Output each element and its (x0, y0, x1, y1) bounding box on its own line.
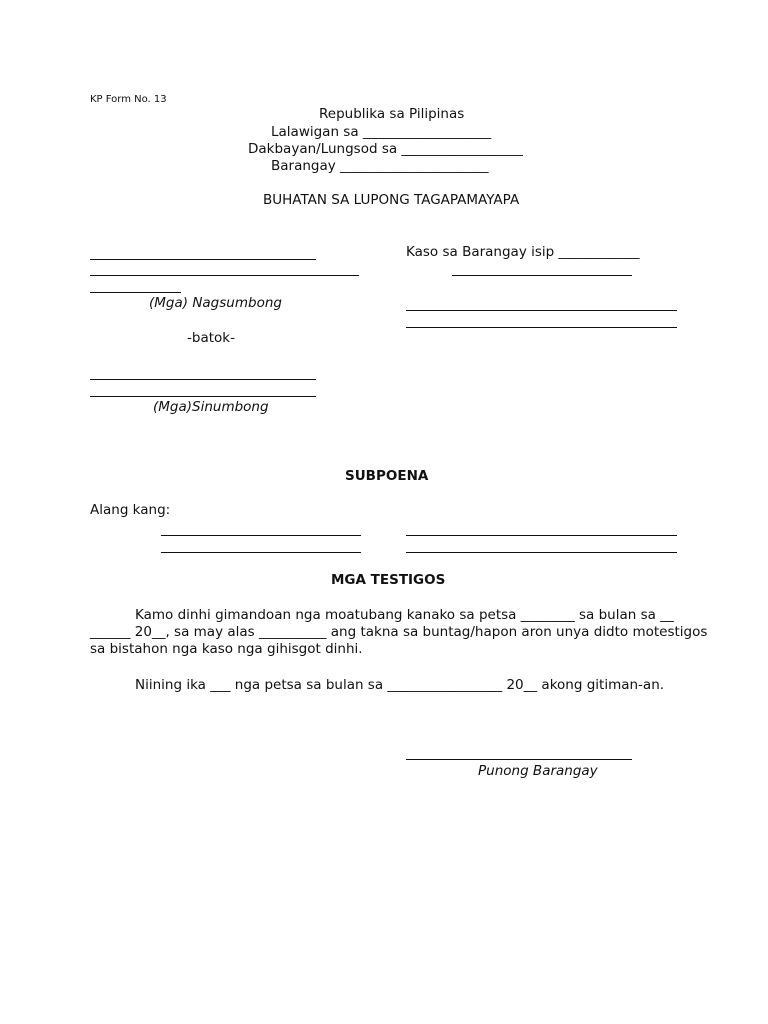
complainants-label: (Mga) Nagsumbong (149, 295, 282, 311)
city-line: Dakbayan/Lungsod sa __________________ (248, 141, 523, 157)
body-paragraph-2: Niining ika ___ nga petsa sa bulan sa _________________ 20__ akong gitiman-an. (135, 677, 665, 693)
witness-line-3 (161, 552, 361, 553)
witnesses-heading: MGA TESTIGOS (331, 572, 446, 588)
complainant-line-3 (90, 292, 181, 293)
complainant-line-2 (90, 275, 359, 276)
republic-heading: Republika sa Pilipinas (319, 106, 465, 122)
respondent-line-2 (90, 396, 316, 397)
case-line-3 (406, 327, 677, 328)
respondent-line-1 (90, 379, 316, 380)
body-paragraph-1-line-3: sa bistahon nga kaso nga gihisgot dinhi. (90, 641, 363, 657)
addressee-label: Alang kang: (90, 502, 171, 518)
barangay-line: Barangay ______________________ (271, 158, 489, 174)
signature-line (406, 759, 632, 760)
case-line-1 (452, 275, 632, 276)
signatory-title: Punong Barangay (478, 763, 598, 779)
complainant-line-1 (90, 259, 316, 260)
witness-line-2 (406, 535, 677, 536)
versus-label: -batok- (187, 330, 235, 346)
respondents-label: (Mga)Sinumbong (153, 399, 269, 415)
form-number: KP Form No. 13 (90, 94, 167, 105)
body-paragraph-1-line-1: Kamo dinhi gimandoan nga moatubang kanako sa petsa ________ sa bulan sa __ (135, 607, 674, 623)
case-line-2 (406, 310, 677, 311)
case-number-label: Kaso sa Barangay isip ____________ (406, 244, 640, 260)
witness-line-4 (406, 552, 677, 553)
witness-line-1 (161, 535, 361, 536)
office-heading: BUHATAN SA LUPONG TAGAPAMAYAPA (263, 192, 520, 208)
province-line: Lalawigan sa ___________________ (271, 124, 492, 140)
body-paragraph-1-line-2: ______ 20__, sa may alas __________ ang takna sa buntag/hapon aron unya didto motestigos (90, 624, 708, 640)
subpoena-title: SUBPOENA (345, 468, 429, 484)
